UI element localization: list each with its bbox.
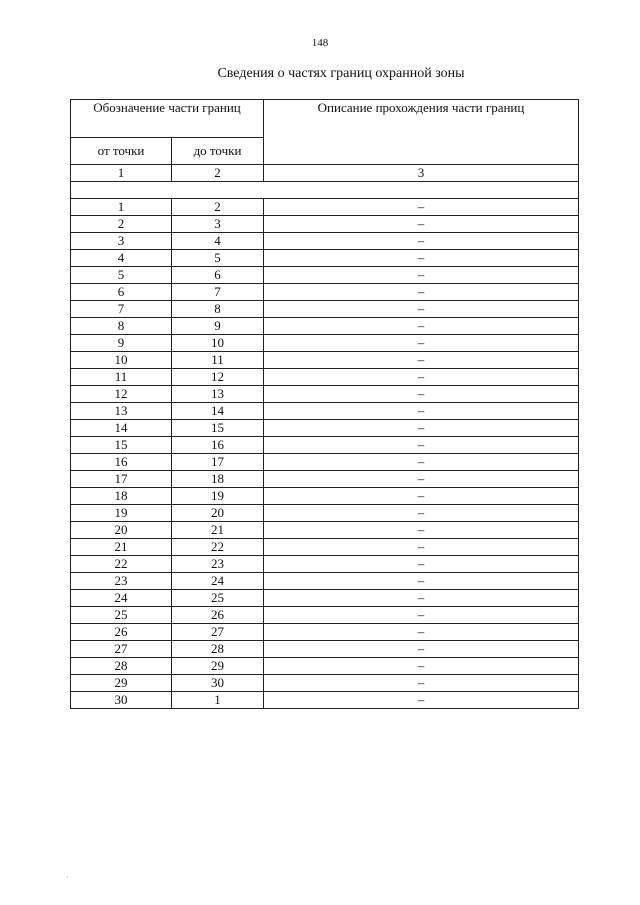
from-point-cell: 17 xyxy=(71,471,172,488)
table-row xyxy=(71,624,579,641)
to-point-cell: 8 xyxy=(172,301,264,318)
from-point-cell: 15 xyxy=(71,437,172,454)
description-cell: – xyxy=(264,539,579,556)
description-cell: – xyxy=(264,454,579,471)
from-point-cell: 29 xyxy=(71,675,172,692)
to-point-cell: 25 xyxy=(172,590,264,607)
description-cell: – xyxy=(264,386,579,403)
description-cell: – xyxy=(264,267,579,284)
description-cell: – xyxy=(264,403,579,420)
from-point-cell: 24 xyxy=(71,590,172,607)
to-point-cell: 26 xyxy=(172,607,264,624)
from-point-cell: 20 xyxy=(71,522,172,539)
from-point-cell: 7 xyxy=(71,301,172,318)
to-point-cell: 3 xyxy=(172,216,264,233)
table-row xyxy=(71,199,579,216)
to-point-cell: 2 xyxy=(172,199,264,216)
description-cell: – xyxy=(264,216,579,233)
to-point-cell: 12 xyxy=(172,369,264,386)
description-cell: – xyxy=(264,233,579,250)
to-point-cell: 15 xyxy=(172,420,264,437)
description-cell: – xyxy=(264,284,579,301)
table-row xyxy=(71,488,579,505)
description-cell: – xyxy=(264,624,579,641)
table-row xyxy=(71,522,579,539)
table-row xyxy=(71,590,579,607)
description-cell: – xyxy=(264,318,579,335)
table-row xyxy=(71,641,579,658)
to-point-cell: 13 xyxy=(172,386,264,403)
to-point-cell: 7 xyxy=(172,284,264,301)
description-cell: – xyxy=(264,573,579,590)
description-cell: – xyxy=(264,250,579,267)
table-row xyxy=(71,420,579,437)
description-cell: – xyxy=(264,692,579,709)
table-row xyxy=(71,301,579,318)
to-point-cell: 27 xyxy=(172,624,264,641)
to-point-cell: 4 xyxy=(172,233,264,250)
from-point-cell: 22 xyxy=(71,556,172,573)
to-point-cell: 11 xyxy=(172,352,264,369)
to-point-cell: 6 xyxy=(172,267,264,284)
from-point-cell: 28 xyxy=(71,658,172,675)
from-point-cell: 2 xyxy=(71,216,172,233)
to-point-cell: 21 xyxy=(172,522,264,539)
document-title: Сведения о частях границ охранной зоны xyxy=(217,66,465,81)
to-point-cell: 28 xyxy=(172,641,264,658)
table-row xyxy=(71,675,579,692)
page-number: 148 xyxy=(311,37,329,49)
table-row xyxy=(71,250,579,267)
from-point-cell: 9 xyxy=(71,335,172,352)
description-cell: – xyxy=(264,437,579,454)
from-point-cell: 19 xyxy=(71,505,172,522)
to-point-cell: 17 xyxy=(172,454,264,471)
from-point-cell: 30 xyxy=(71,692,172,709)
from-point-cell: 26 xyxy=(71,624,172,641)
to-point-cell: 24 xyxy=(172,573,264,590)
column-number-3: 3 xyxy=(264,165,579,182)
to-point-cell: 1 xyxy=(172,692,264,709)
table-row xyxy=(71,335,579,352)
table-row xyxy=(71,556,579,573)
description-cell: – xyxy=(264,335,579,352)
from-point-cell: 1 xyxy=(71,199,172,216)
table-row xyxy=(71,386,579,403)
from-point-cell: 23 xyxy=(71,573,172,590)
table-row xyxy=(71,505,579,522)
table-row xyxy=(71,573,579,590)
to-point-cell: 20 xyxy=(172,505,264,522)
description-cell: – xyxy=(264,199,579,216)
to-point-cell: 5 xyxy=(172,250,264,267)
spacer-row xyxy=(71,182,579,199)
table-row xyxy=(71,369,579,386)
column-number-2: 2 xyxy=(172,165,264,182)
header-from-point: от точки xyxy=(71,138,172,165)
table-row xyxy=(71,437,579,454)
table-row xyxy=(71,216,579,233)
from-point-cell: 27 xyxy=(71,641,172,658)
description-cell: – xyxy=(264,590,579,607)
to-point-cell: 9 xyxy=(172,318,264,335)
table-row xyxy=(71,471,579,488)
description-cell: – xyxy=(264,352,579,369)
from-point-cell: 14 xyxy=(71,420,172,437)
to-point-cell: 16 xyxy=(172,437,264,454)
boundary-parts-table xyxy=(70,99,579,709)
from-point-cell: 11 xyxy=(71,369,172,386)
table-row xyxy=(71,692,579,709)
header-description: Описание прохождения части границ xyxy=(264,100,579,165)
table-row xyxy=(71,318,579,335)
description-cell: – xyxy=(264,522,579,539)
description-cell: – xyxy=(264,369,579,386)
from-point-cell: 3 xyxy=(71,233,172,250)
table-row xyxy=(71,607,579,624)
from-point-cell: 12 xyxy=(71,386,172,403)
table-row xyxy=(71,454,579,471)
description-cell: – xyxy=(264,641,579,658)
table-row xyxy=(71,352,579,369)
from-point-cell: 13 xyxy=(71,403,172,420)
description-cell: – xyxy=(264,607,579,624)
to-point-cell: 22 xyxy=(172,539,264,556)
from-point-cell: 10 xyxy=(71,352,172,369)
table-row xyxy=(71,267,579,284)
from-point-cell: 5 xyxy=(71,267,172,284)
description-cell: – xyxy=(264,301,579,318)
description-cell: – xyxy=(264,658,579,675)
from-point-cell: 25 xyxy=(71,607,172,624)
table-row xyxy=(71,284,579,301)
description-cell: – xyxy=(264,675,579,692)
from-point-cell: 4 xyxy=(71,250,172,267)
description-cell: – xyxy=(264,505,579,522)
table-row xyxy=(71,539,579,556)
to-point-cell: 23 xyxy=(172,556,264,573)
header-to-point: до точки xyxy=(172,138,264,165)
from-point-cell: 21 xyxy=(71,539,172,556)
to-point-cell: 29 xyxy=(172,658,264,675)
to-point-cell: 10 xyxy=(172,335,264,352)
to-point-cell: 30 xyxy=(172,675,264,692)
table-row xyxy=(71,233,579,250)
column-number-1: 1 xyxy=(71,165,172,182)
margin-mark: · xyxy=(66,873,69,882)
description-cell: – xyxy=(264,471,579,488)
description-cell: – xyxy=(264,556,579,573)
from-point-cell: 8 xyxy=(71,318,172,335)
header-boundary-part: Обозначение части границ xyxy=(71,100,264,138)
table-row xyxy=(71,658,579,675)
table-row xyxy=(71,403,579,420)
to-point-cell: 18 xyxy=(172,471,264,488)
table-body xyxy=(71,182,579,709)
description-cell: – xyxy=(264,488,579,505)
from-point-cell: 18 xyxy=(71,488,172,505)
description-cell: – xyxy=(264,420,579,437)
from-point-cell: 6 xyxy=(71,284,172,301)
to-point-cell: 14 xyxy=(172,403,264,420)
spacer-cell xyxy=(71,182,579,199)
to-point-cell: 19 xyxy=(172,488,264,505)
from-point-cell: 16 xyxy=(71,454,172,471)
